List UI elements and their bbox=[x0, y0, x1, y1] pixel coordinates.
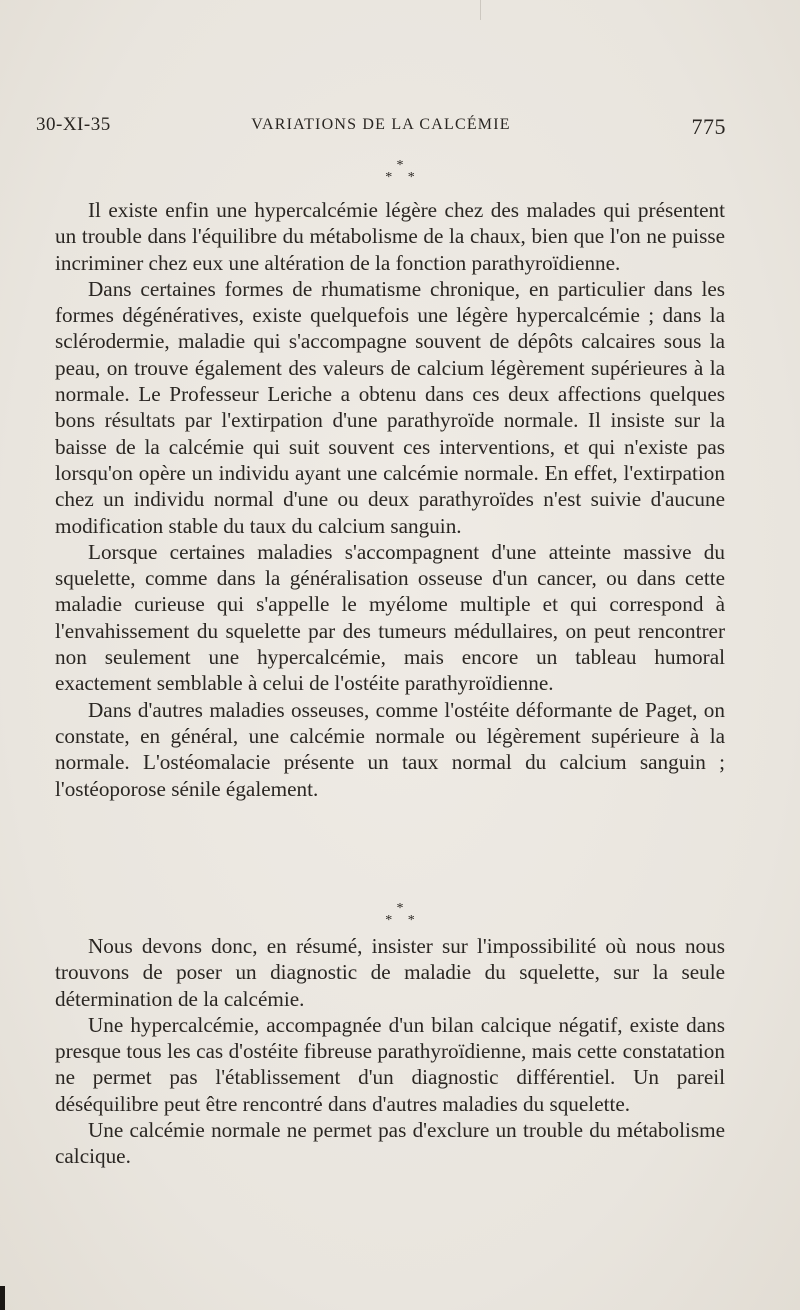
paragraph: Nous devons donc, en résumé, insister sur l'impossibilité où nous nous trouvons de poser un diagnostic de maladie du squelette, sur la seule détermination de la calcémie. bbox=[55, 934, 725, 1011]
asterism-top: * bbox=[396, 158, 404, 173]
asterism-bottom: * * bbox=[385, 170, 421, 185]
running-header bbox=[36, 114, 726, 146]
page-crease bbox=[480, 0, 481, 20]
paragraph: Une hypercalcémie, accompagnée d'un bilan calcique négatif, existe dans presque tous les cas d'ostéite fibreuse parathyroïdienne, mais cette constatation ne permet pas l'établissement d'un diagnostic différentiel. Un pareil déséquilibre peut être rencontré dans d'autres maladies du squelette. bbox=[55, 1012, 725, 1116]
paragraph: Il existe enfin une hypercalcémie légère chez des malades qui présentent un trouble dans l'équilibre du métabolisme de la chaux, bien que l'on ne puisse incriminer chez eux une altération de la fonction parathyroïdienne. bbox=[55, 198, 725, 275]
header-date: 30-XI-35 bbox=[36, 114, 111, 135]
page-number: 775 bbox=[691, 114, 726, 139]
paragraph: Lorsque certaines maladies s'accompagnent d'une atteinte massive du squelette, comme dans la généralisation osseuse d'un cancer, ou dans cette maladie curieuse qui s'appelle le myélome multiple et qui correspond à l'envahissement du squelette par des tumeurs médullaires, on peut rencontrer non seulement une hypercalcémie, mais encore un tableau humoral exactement semblable à celui de l'ostéite parathyroïdienne. bbox=[55, 539, 725, 696]
section-1-text bbox=[55, 197, 725, 802]
paragraph: Dans d'autres maladies osseuses, comme l'ostéite déformante de Paget, on constate, en général, une calcémie normale ou légèrement supérieure à la normale. L'ostéomalacie présente un taux normal du calcium sanguin ; l'ostéoporose sénile également. bbox=[55, 697, 725, 801]
section-separator-1 bbox=[0, 160, 800, 184]
asterism-top: * bbox=[396, 901, 404, 916]
header-title: VARIATIONS DE LA CALCÉMIE bbox=[251, 116, 511, 133]
paragraph: Une calcémie normale ne permet pas d'exclure un trouble du métabolisme calcique. bbox=[55, 1118, 725, 1169]
asterism-bottom: * * bbox=[385, 913, 421, 928]
section-separator-2 bbox=[0, 903, 800, 927]
scan-edge-mark bbox=[0, 1286, 5, 1310]
section-2-text bbox=[55, 933, 725, 1170]
paragraph: Dans certaines formes de rhumatisme chronique, en particulier dans les formes dégénératives, existe quelquefois une légère hypercalcémie ; dans la sclérodermie, maladie qui s'accompagne souvent de dépôts calcaires sous la peau, on trouve également des valeurs de calcium légèrement supérieures à la normale. Le Professeur Leriche a obtenu dans ces deux affections quelques bons résultats par l'extirpation d'une parathyroïde normale. Il insiste sur la baisse de la calcémie qui suit souvent ces interventions, et qui n'existe pas lorsqu'on opère un individu ayant une calcémie normale. En effet, l'extirpation chez un individu normal d'une ou deux parathyroïdes n'est suivie d'aucune modification stable du taux du calcium sanguin. bbox=[55, 276, 725, 538]
